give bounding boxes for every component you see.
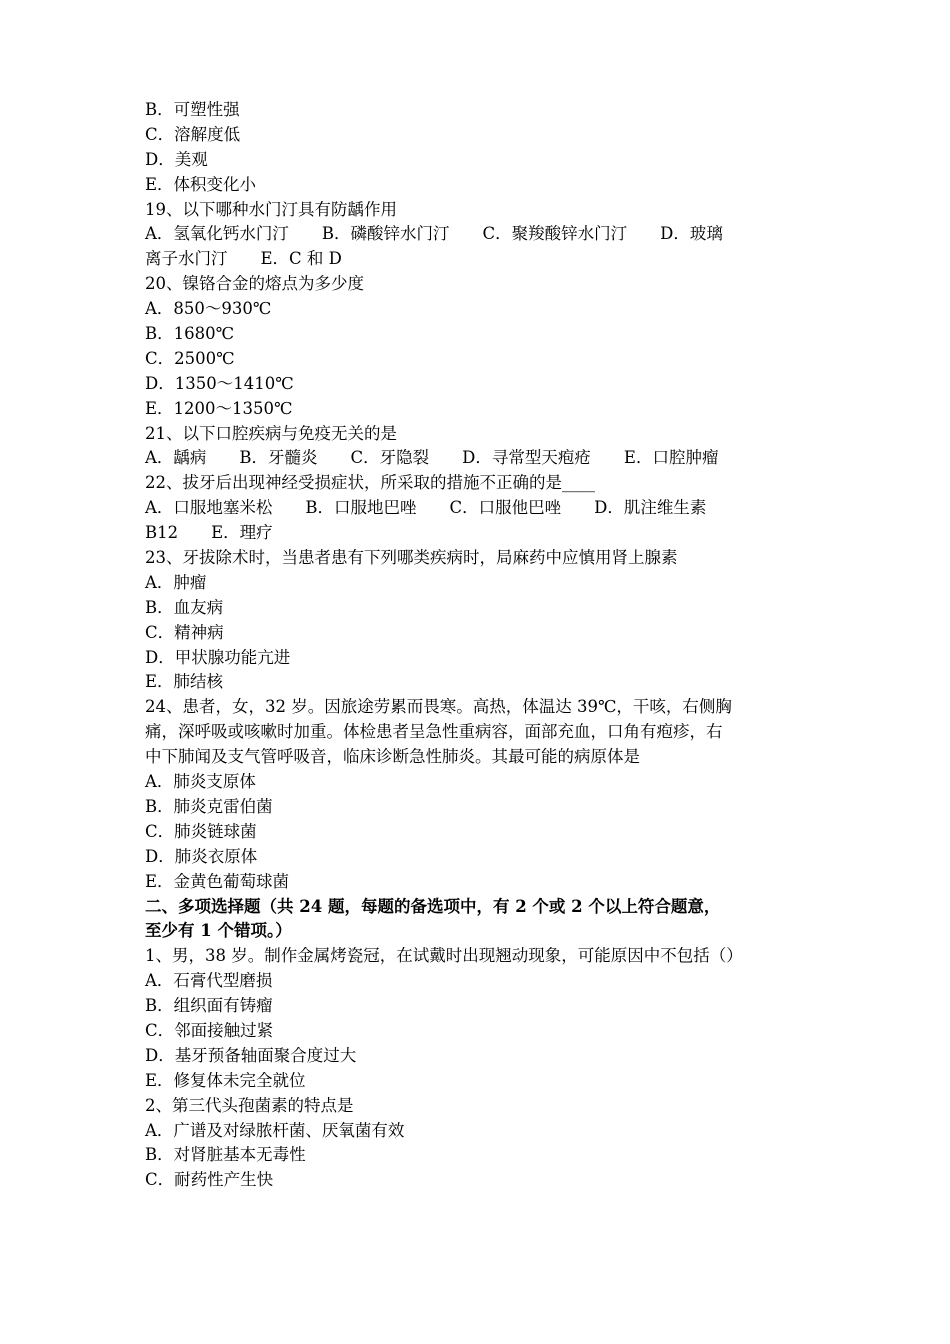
option-line: D．肺炎衣原体 <box>145 846 258 866</box>
option-line: C．肺炎链球菌 <box>145 821 257 841</box>
question-23: 23、牙拔除术时，当患者患有下列哪类疾病时，局麻药中应慎用肾上腺素 <box>145 548 678 568</box>
option-line: C．邻面接触过紧 <box>145 1020 274 1040</box>
document-page <box>145 98 825 1193</box>
option-line: 离子水门汀 E．C 和 D <box>145 249 342 269</box>
option-line: A．肺炎支原体 <box>145 772 256 792</box>
option-line: C．精神病 <box>145 622 224 642</box>
option-line: D．甲状腺功能亢进 <box>145 647 291 667</box>
section-heading-cont: 至少有 1 个错项。） <box>145 921 292 941</box>
option-line: B．1680℃ <box>145 324 235 344</box>
option-line: A．广谱及对绿脓杆菌、厌氧菌有效 <box>145 1120 405 1140</box>
option-line: C．耐药性产生快 <box>145 1170 274 1190</box>
question-20: 20、镍铬合金的熔点为多少度 <box>145 274 364 294</box>
question-19: 19、以下哪种水门汀具有防龋作用 <box>145 199 397 219</box>
section-heading: 二、多项选择题（共 24 题，每题的备选项中，有 2 个或 2 个以上符合题意， <box>145 896 721 916</box>
question-24: 24、患者，女，32 岁。因旅途劳累而畏寒。高热，体温达 39℃，干咳，右侧胸 <box>145 697 732 717</box>
option-line: E．肺结核 <box>145 672 224 692</box>
option-line: A．口服地塞米松 B．口服地巴唑 C．口服他巴唑 D．肌注维生素 <box>145 498 707 518</box>
option-line: B．可塑性强 <box>145 100 240 119</box>
option-line: B．肺炎克雷伯菌 <box>145 796 273 816</box>
question-24-cont: 痛，深呼吸或咳嗽时加重。体检患者呈急性重病容，面部充血，口角有疱疹，右 <box>145 722 723 742</box>
option-line: B．组织面有铸瘤 <box>145 996 273 1016</box>
option-line: E．1200～1350℃ <box>145 398 293 418</box>
question-m2: 2、第三代头孢菌素的特点是 <box>145 1095 354 1115</box>
option-line: E．金黄色葡萄球菌 <box>145 871 290 891</box>
option-line: E．修复体未完全就位 <box>145 1070 306 1090</box>
option-line: D．1350～1410℃ <box>145 373 294 393</box>
question-21: 21、以下口腔疾病与免疫无关的是 <box>145 423 397 443</box>
option-line: B12 E．理疗 <box>145 523 273 543</box>
option-line: A．850～930℃ <box>145 299 272 319</box>
option-line: D．基牙预备轴面聚合度过大 <box>145 1045 357 1065</box>
option-line: C．2500℃ <box>145 348 235 368</box>
option-line: E．体积变化小 <box>145 174 257 194</box>
option-line: A．肿瘤 <box>145 572 207 592</box>
question-22: 22、拔牙后出现神经受损症状，所采取的措施不正确的是____ <box>145 473 595 493</box>
option-line: A．石膏代型磨损 <box>145 971 273 991</box>
question-m1: 1、男，38 岁。制作金属烤瓷冠，在试戴时出现翘动现象，可能原因中不包括（） <box>145 946 743 966</box>
option-line: A．龋病 B．牙髓炎 C．牙隐裂 D．寻常型天疱疮 E．口腔肿瘤 <box>145 448 719 468</box>
option-line: C．溶解度低 <box>145 124 241 144</box>
question-24-cont: 中下肺闻及支气管呼吸音，临床诊断急性肺炎。其最可能的病原体是 <box>145 747 640 767</box>
option-line: B．血友病 <box>145 597 224 617</box>
option-line: D．美观 <box>145 149 208 169</box>
option-line: B．对肾脏基本无毒性 <box>145 1145 306 1165</box>
option-line: A．氢氧化钙水门汀 B．磷酸锌水门汀 C．聚羧酸锌水门汀 D．玻璃 <box>145 224 723 244</box>
